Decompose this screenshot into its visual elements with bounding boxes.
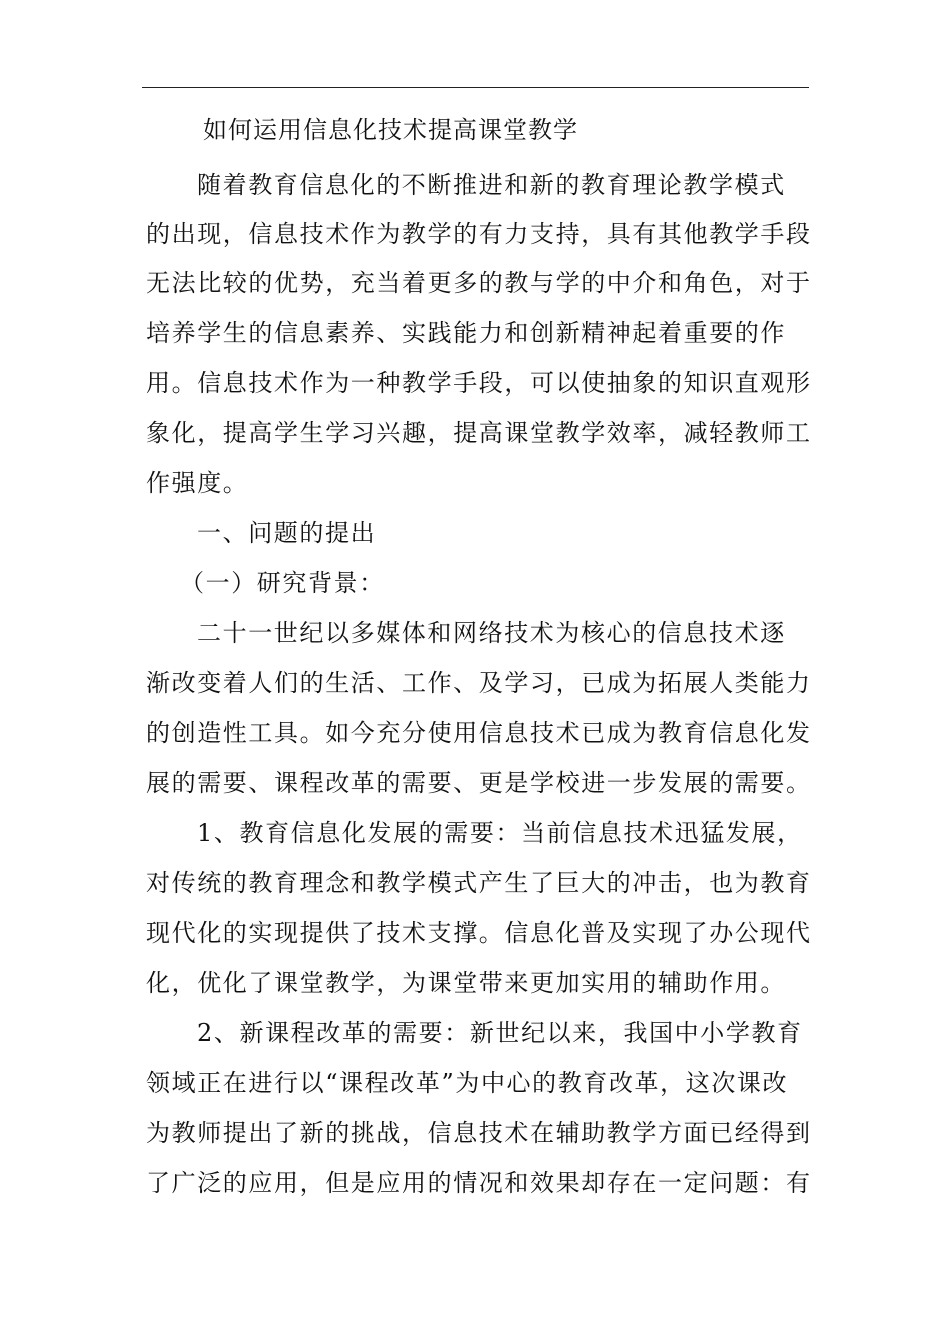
text-line: 1、教育信息化发展的需要：当前信息技术迅猛发展， bbox=[197, 819, 803, 847]
text-line: 象化，提高学生学习兴趣，提高课堂教学效率，减轻教师工 bbox=[146, 419, 812, 447]
section-heading: 一、问题的提出 bbox=[197, 519, 377, 547]
text-line: 化，优化了课堂教学，为课堂带来更加实用的辅助作用。 bbox=[146, 969, 786, 997]
text-line: 对传统的教育理念和教学模式产生了巨大的冲击，也为教育 bbox=[146, 869, 812, 897]
text-line: 领域正在进行以“课程改革”为中心的教育改革，这次课改 bbox=[146, 1069, 789, 1097]
text-line: 了广泛的应用，但是应用的情况和效果却存在一定问题：有 bbox=[146, 1169, 812, 1197]
text-line: 渐改变着人们的生活、工作、及学习，已成为拓展人类能力 bbox=[146, 669, 812, 697]
header-rule bbox=[142, 87, 809, 88]
text-line: 的创造性工具。如今充分使用信息技术已成为教育信息化发 bbox=[146, 719, 812, 747]
text-line: 用。信息技术作为一种教学手段，可以使抽象的知识直观形 bbox=[146, 369, 812, 397]
text-line: 作强度。 bbox=[146, 469, 249, 497]
text-line: 展的需要、课程改革的需要、更是学校进一步发展的需要。 bbox=[146, 769, 812, 797]
text-line: 为教师提出了新的挑战，信息技术在辅助教学方面已经得到 bbox=[146, 1119, 812, 1147]
text-line: 随着教育信息化的不断推进和新的教育理论教学模式 bbox=[197, 171, 786, 199]
text-line: 2、新课程改革的需要：新世纪以来，我国中小学教育 bbox=[197, 1019, 803, 1047]
text-line: 的出现，信息技术作为教学的有力支持，具有其他教学手段 bbox=[146, 220, 812, 248]
text-line: 现代化的实现提供了技术支撑。信息化普及实现了办公现代 bbox=[146, 919, 812, 947]
text-line: 无法比较的优势，充当着更多的教与学的中介和角色，对于 bbox=[146, 269, 812, 297]
text-line: 二十一世纪以多媒体和网络技术为核心的信息技术逐 bbox=[197, 619, 786, 647]
text-line: 培养学生的信息素养、实践能力和创新精神起着重要的作 bbox=[146, 319, 786, 347]
document-title: 如何运用信息化技术提高课堂教学 bbox=[203, 116, 578, 144]
subsection-heading: （一）研究背景： bbox=[180, 569, 385, 597]
